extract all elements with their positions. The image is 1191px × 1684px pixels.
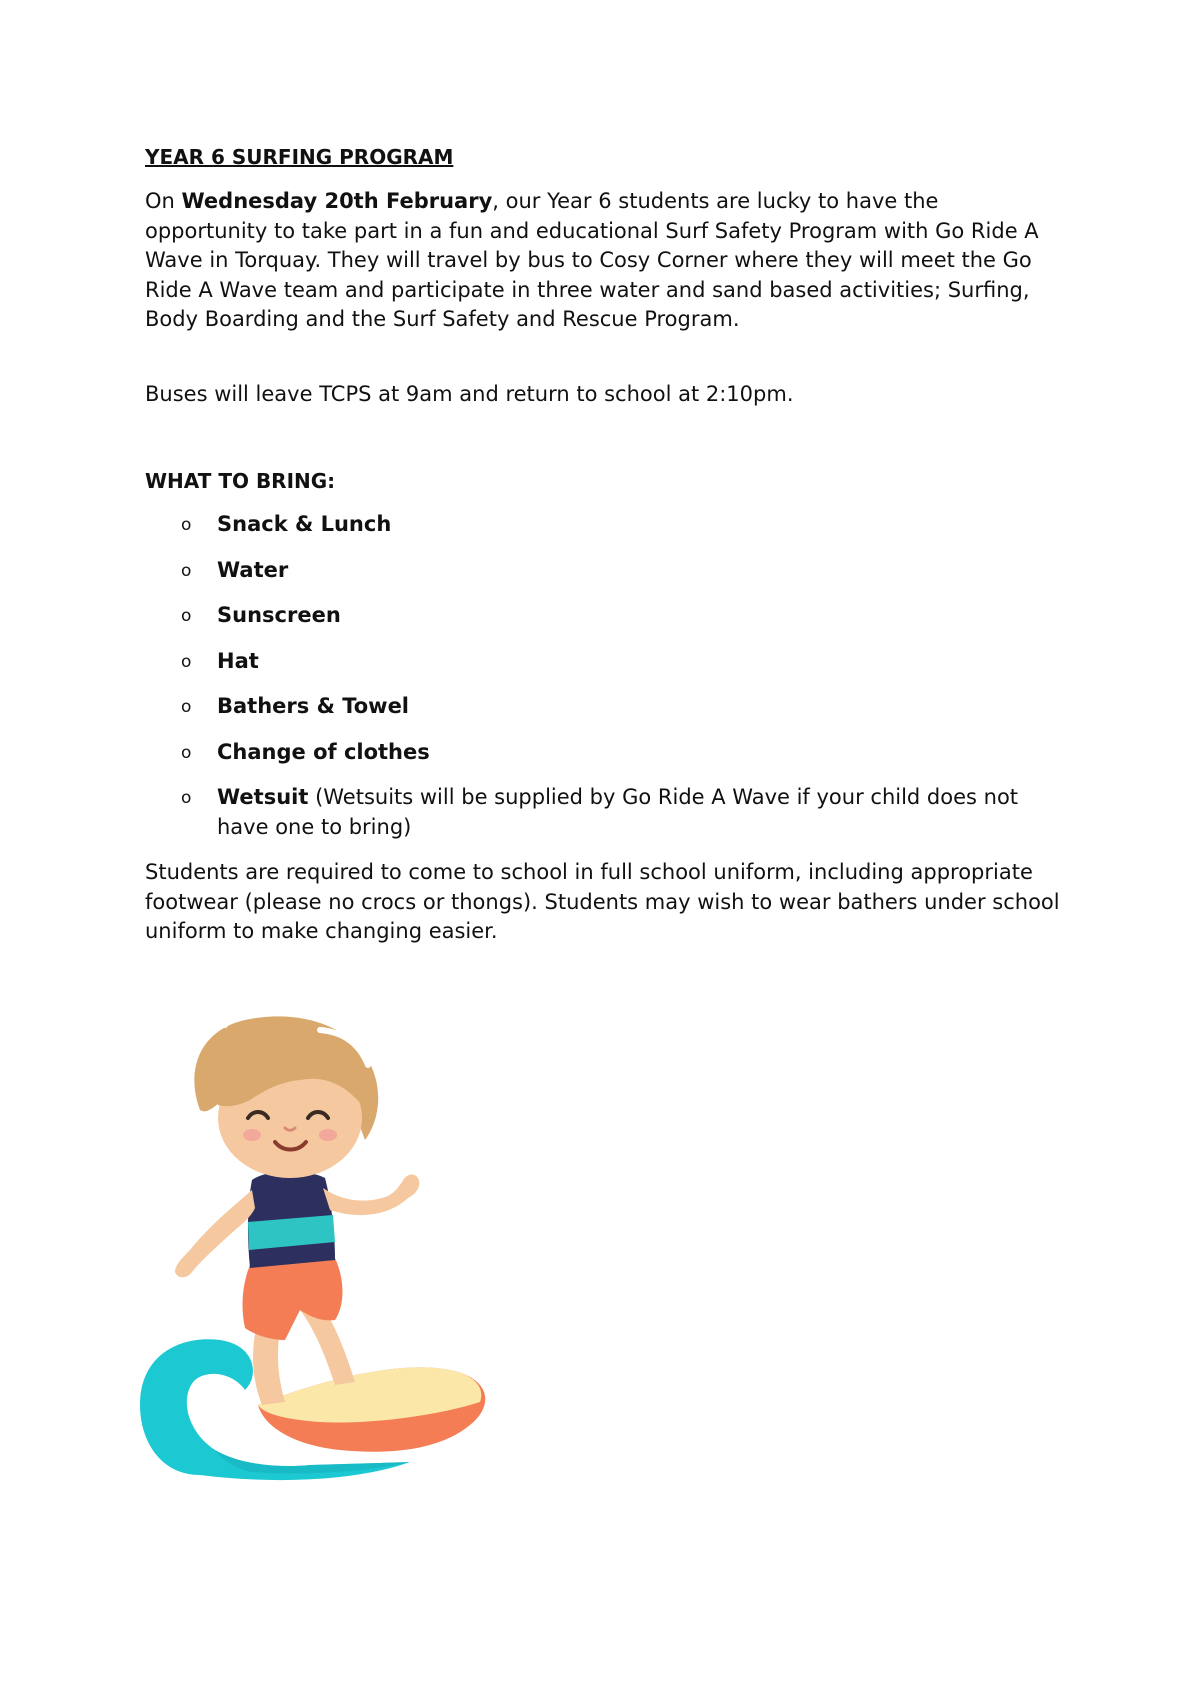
right-arm bbox=[323, 1175, 419, 1216]
left-cheek bbox=[243, 1129, 261, 1141]
intro-paragraph bbox=[145, 187, 1065, 335]
list-item-note: (Wetsuits will be supplied by Go Ride A Wave if your child does not have one to bring) bbox=[217, 785, 1019, 839]
list-item-label: Snack & Lunch bbox=[217, 512, 392, 536]
bullet-icon: o bbox=[181, 606, 192, 626]
intro-text: , our Year 6 students are lucky to have the opportunity to take part in a fun and educational Surf Safety Program with Go Ride A Wave in Torquay. They will travel by bus to Cosy Corner where they will meet the Go Ride A Wave team and participate in three water and sand based activities; Surfing, Body Boarding and the Surf Safety and Rescue Program. bbox=[145, 189, 1039, 331]
list-item bbox=[145, 556, 1065, 586]
bullet-icon: o bbox=[181, 697, 192, 717]
list-item-label: Sunscreen bbox=[217, 603, 341, 627]
list-item-label: Hat bbox=[217, 648, 259, 673]
what-to-bring-list bbox=[145, 510, 1065, 842]
list-item bbox=[145, 647, 1065, 677]
list-item bbox=[145, 738, 1065, 768]
list-item-label: Change of clothes bbox=[217, 739, 430, 764]
intro-prefix: On bbox=[145, 189, 182, 213]
left-arm bbox=[175, 1190, 255, 1277]
list-item bbox=[145, 510, 1065, 540]
list-item bbox=[145, 783, 1065, 842]
bullet-icon: o bbox=[181, 560, 192, 581]
list-item-label: Water bbox=[217, 557, 289, 582]
bullet-icon: o bbox=[181, 788, 192, 808]
list-item-label: Bathers & Towel bbox=[217, 694, 410, 718]
right-cheek bbox=[319, 1129, 337, 1141]
page-title: YEAR 6 SURFING PROGRAM bbox=[145, 145, 454, 169]
document-body bbox=[145, 145, 1065, 947]
uniform-paragraph: Students are required to come to school in full school uniform, including appropriate footwear (please no crocs or thongs). Students may wish to wear bathers under school uniform to make changing easier. bbox=[145, 860, 1060, 943]
bus-times-paragraph: Buses will leave TCPS at 9am and return to school at 2:10pm. bbox=[145, 381, 794, 406]
list-item-label: Wetsuit bbox=[217, 785, 309, 809]
what-to-bring-heading: WHAT TO BRING: bbox=[145, 469, 336, 493]
event-date: Wednesday 20th February bbox=[181, 189, 493, 213]
list-item bbox=[145, 692, 1065, 722]
surfer-child-illustration bbox=[140, 1010, 500, 1490]
bullet-icon: o bbox=[181, 742, 192, 763]
list-item bbox=[145, 601, 1065, 631]
bullet-icon: o bbox=[181, 515, 192, 535]
bullet-icon: o bbox=[181, 651, 192, 672]
